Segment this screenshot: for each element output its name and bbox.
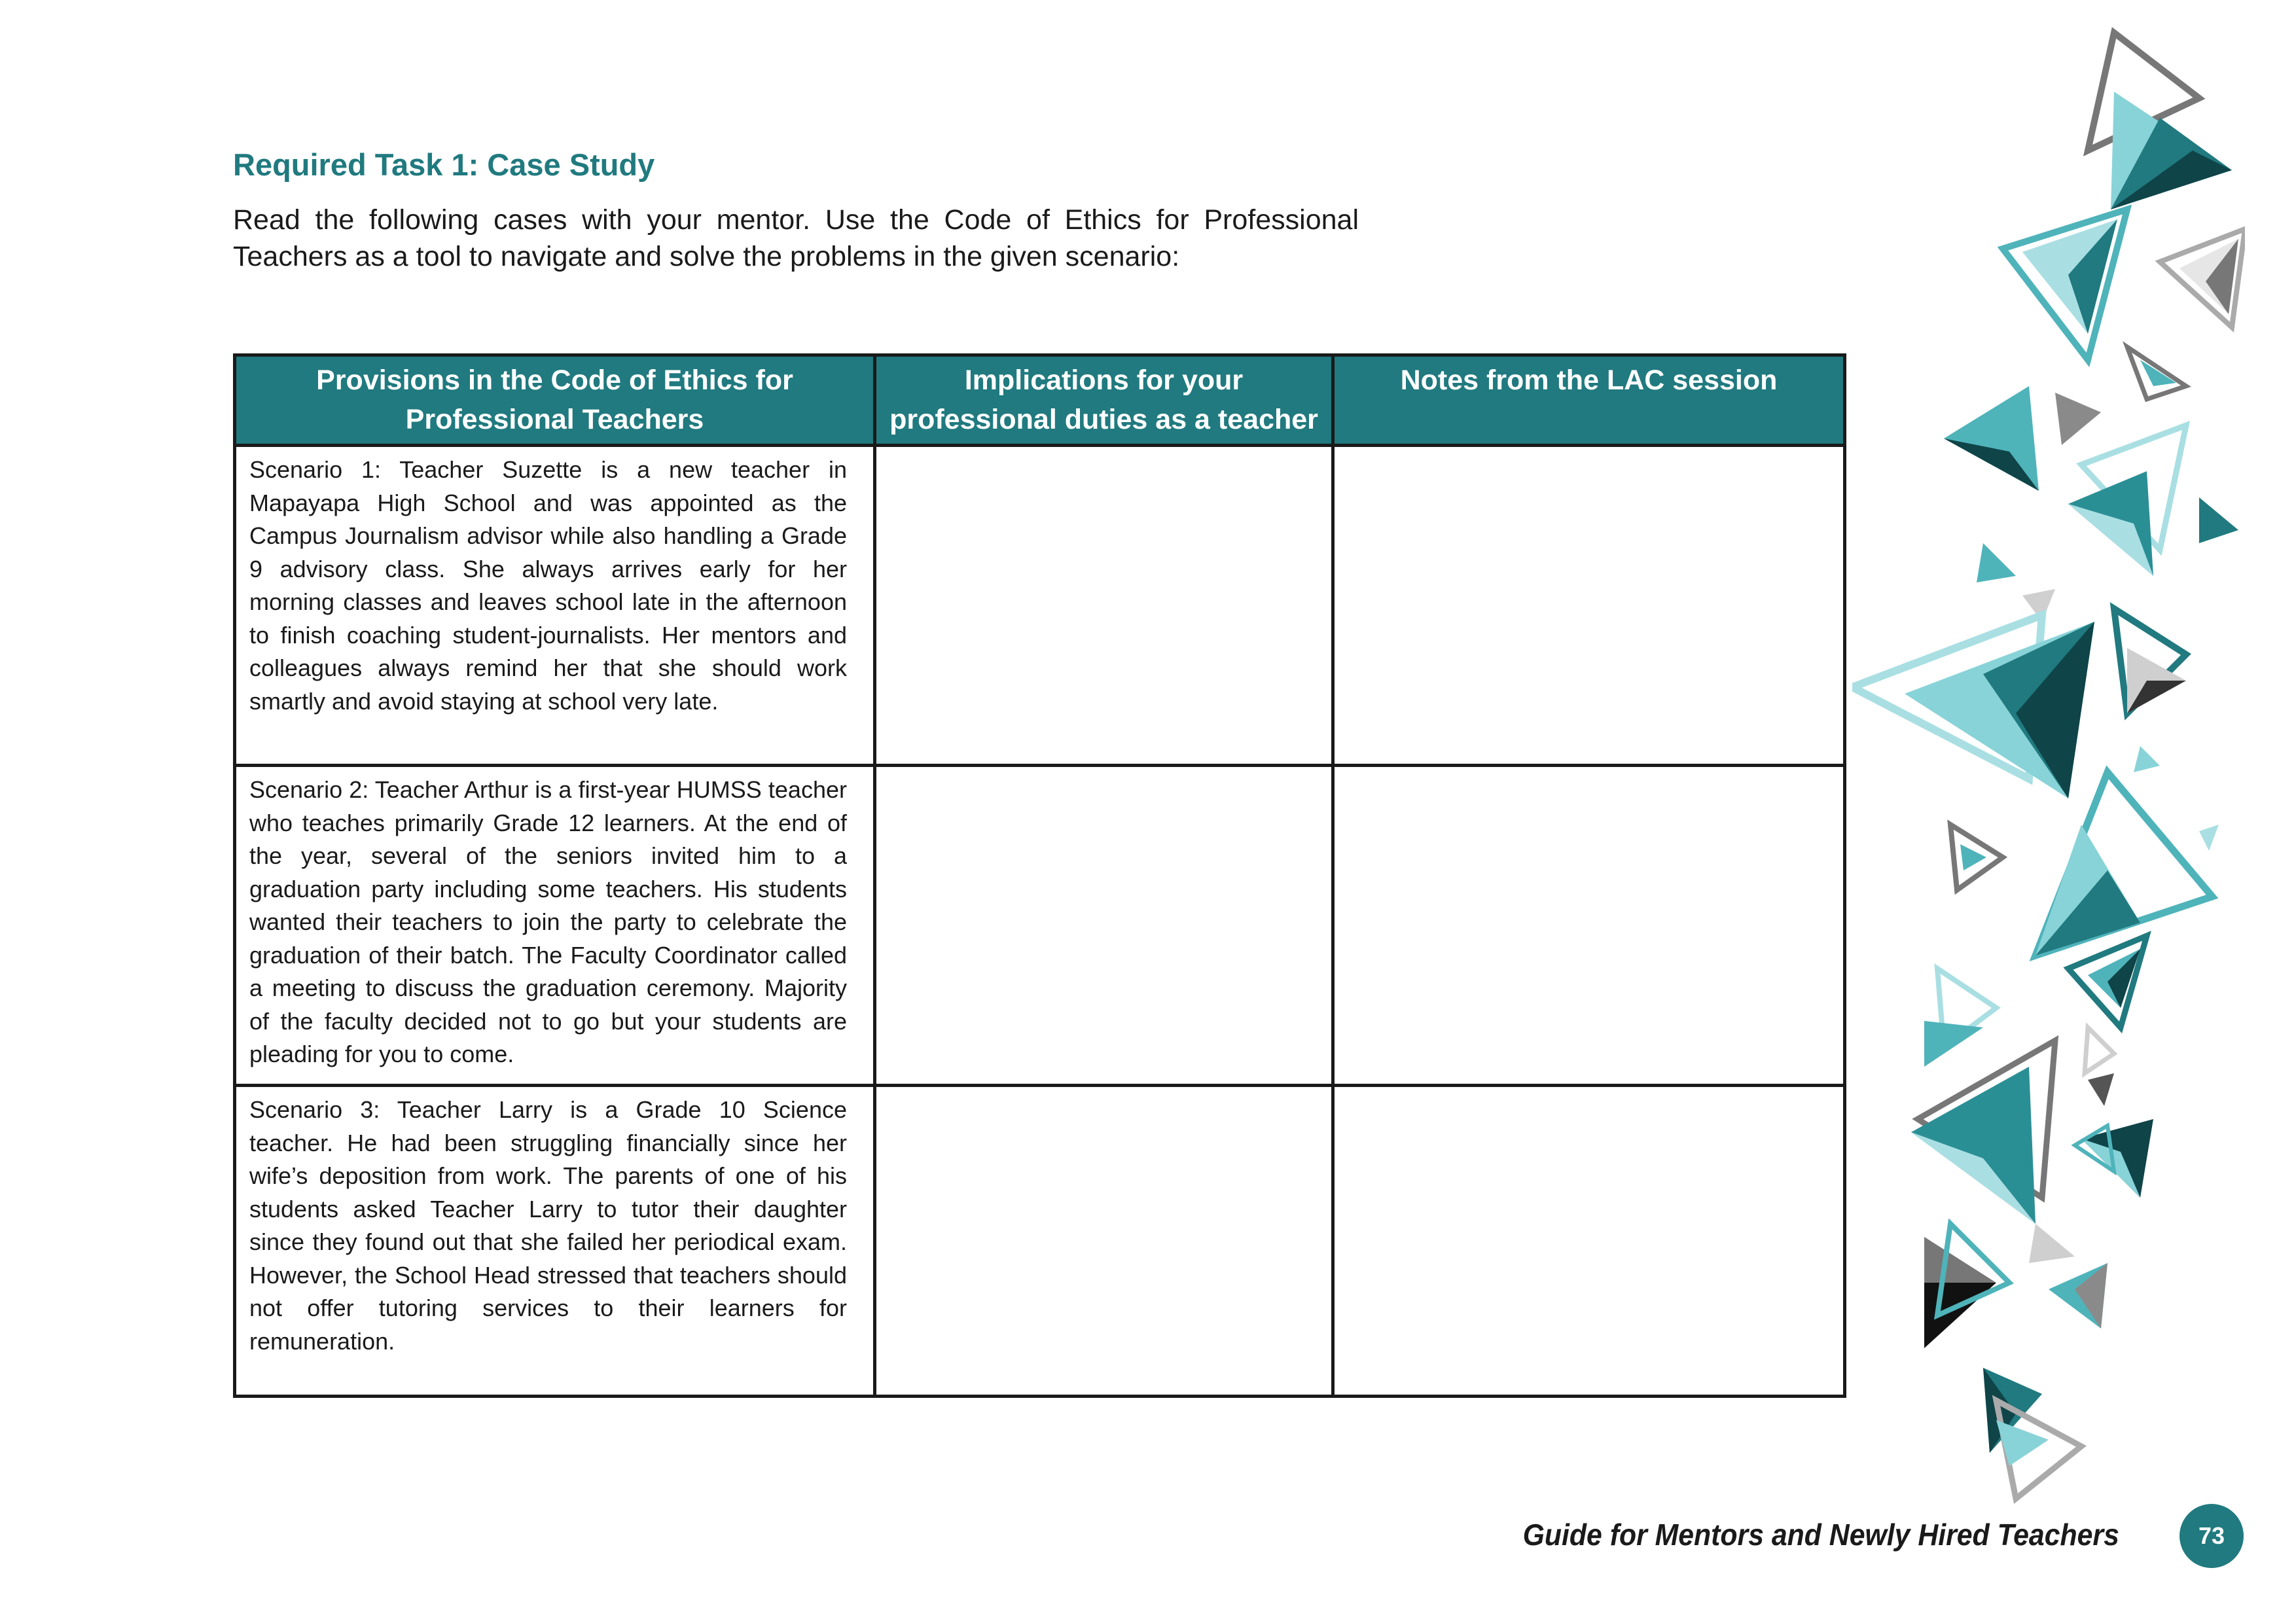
table-row bbox=[235, 766, 1845, 1086]
header-implications: Implications for your professional duties as a teacher bbox=[875, 355, 1333, 446]
table-header-row bbox=[235, 355, 1845, 446]
triangle-decoration bbox=[1852, 20, 2245, 1518]
table-row bbox=[235, 446, 1845, 766]
notes-cell-3[interactable] bbox=[1333, 1086, 1845, 1397]
page-number-badge: 73 bbox=[2179, 1504, 2244, 1568]
case-study-table bbox=[233, 353, 1846, 1398]
intro-paragraph: Read the following cases with your mentor. Use the Code of Ethics for Professional Teachers as a tool to navigate and solve the problems in the given scenario: bbox=[233, 204, 1359, 272]
notes-cell-1[interactable] bbox=[1333, 446, 1845, 766]
implications-cell-1[interactable] bbox=[875, 446, 1333, 766]
scenario-2-cell: Scenario 2: Teacher Arthur is a first-year HUMSS teacher who teaches primarily Grade 12 learners. At the end of the year, several of the seniors invited him to a graduation party including some teachers. His students wanted their teachers to join the party to celebrate the graduation of their batch. The Faculty Coordinator called a meeting to discuss the graduation ceremony. Majority of the faculty decided not to go but your students are pleading for you to come. bbox=[235, 766, 875, 1086]
scenario-3-cell: Scenario 3: Teacher Larry is a Grade 10 Science teacher. He had been struggling financially since her wife’s deposition from work. The parents of one of his students asked Teacher Larry to tutor their daughter since they found out that she failed her periodical exam. However, the School Head stressed that teachers should not offer tutoring services to their learners for remuneration. bbox=[235, 1086, 875, 1397]
section-heading: Required Task 1: Case Study bbox=[233, 147, 655, 182]
implications-cell-3[interactable] bbox=[875, 1086, 1333, 1397]
implications-cell-2[interactable] bbox=[875, 766, 1333, 1086]
header-lac-notes: Notes from the LAC session bbox=[1333, 355, 1845, 446]
header-provisions: Provisions in the Code of Ethics for Professional Teachers bbox=[235, 355, 875, 446]
table-row bbox=[235, 1086, 1845, 1397]
notes-cell-2[interactable] bbox=[1333, 766, 1845, 1086]
scenario-1-cell: Scenario 1: Teacher Suzette is a new teacher in Mapayapa High School and was appointed as the Campus Journalism advisor while also handling a Grade 9 advisory class. She always arrives early for her morning classes and leaves school late in the afternoon to finish coaching student-journalists. Her mentors and colleagues always remind her that she should work smartly and avoid staying at school very late. bbox=[235, 446, 875, 766]
footer-title: Guide for Mentors and Newly Hired Teachers bbox=[1522, 1518, 2119, 1552]
